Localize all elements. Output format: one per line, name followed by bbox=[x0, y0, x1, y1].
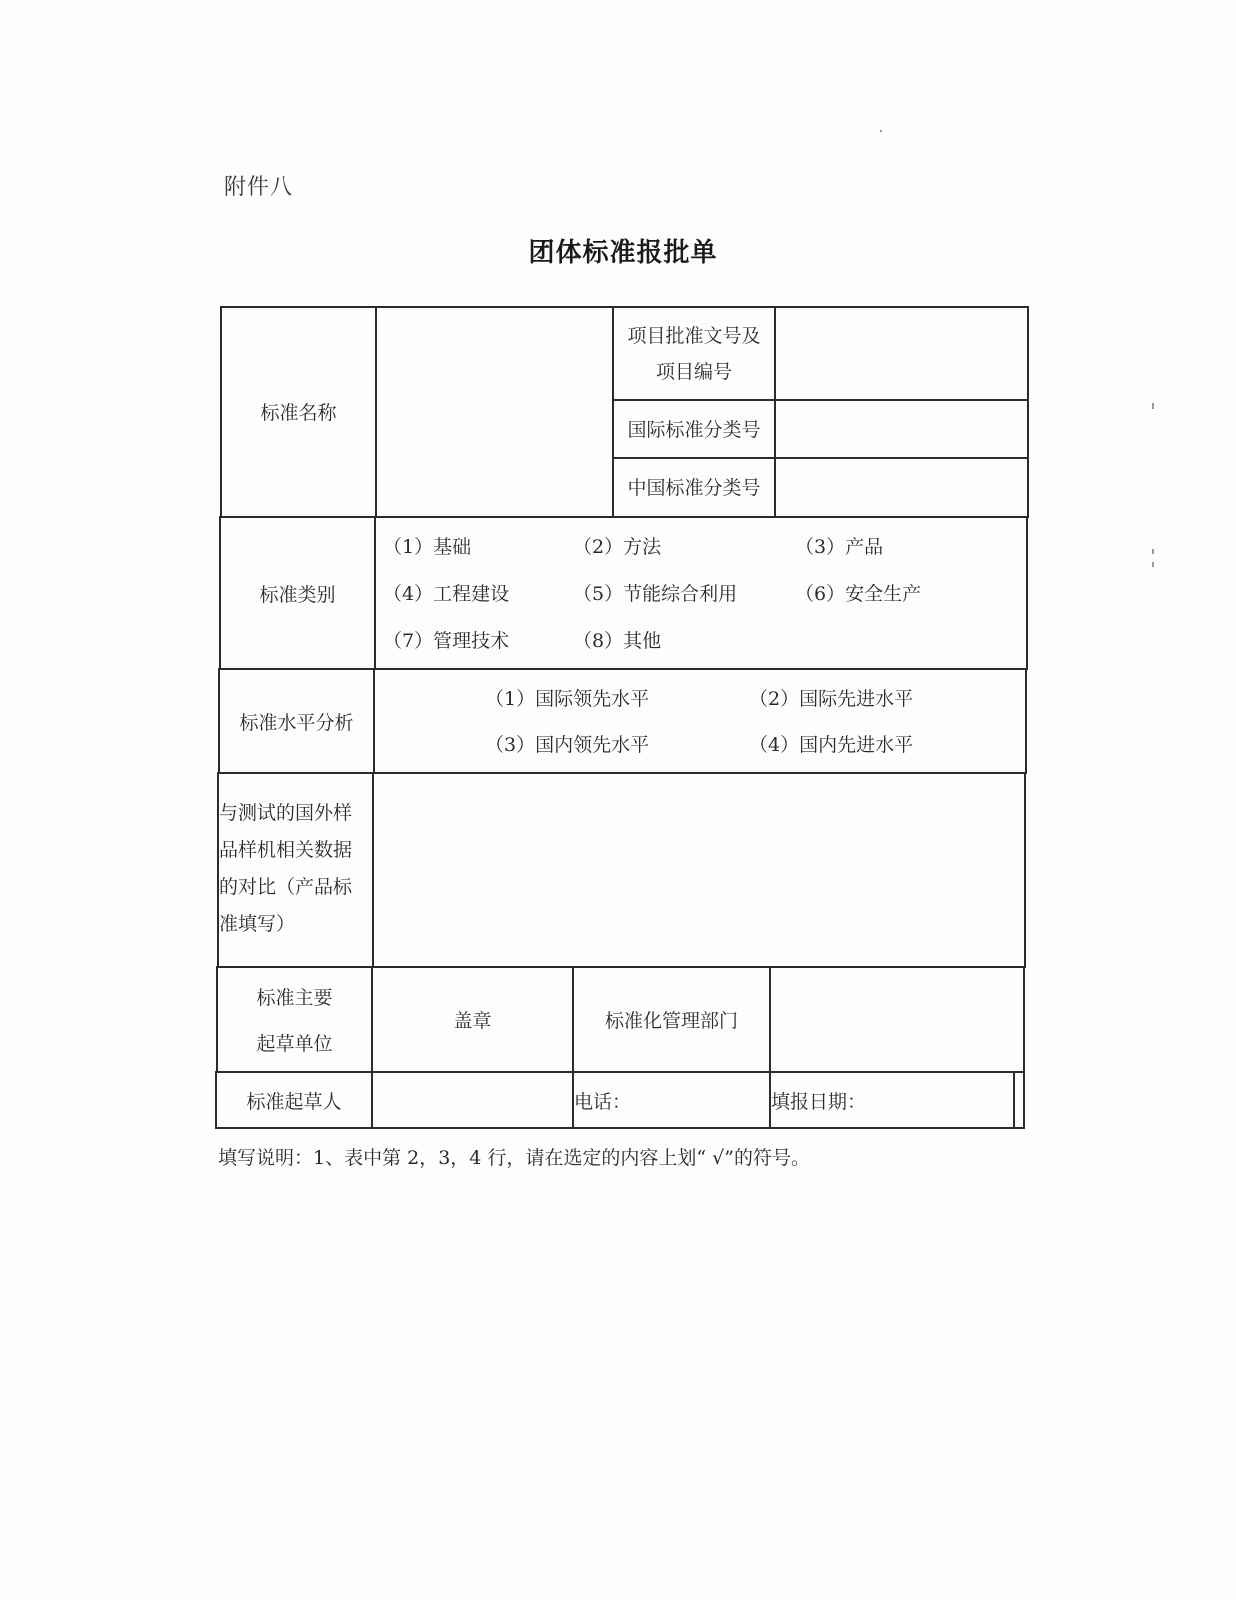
table-rule bbox=[373, 668, 375, 774]
table-rule bbox=[372, 772, 374, 968]
level-label: 标准水平分析 bbox=[239, 712, 354, 734]
table-border-right bbox=[1026, 516, 1028, 670]
comparison-label bbox=[219, 795, 372, 943]
comparison-label-line: 准填写） bbox=[219, 913, 296, 935]
ccs-label: 中国标准分类号 bbox=[627, 477, 761, 499]
table-border-top bbox=[221, 306, 1029, 308]
level-option[interactable]: （3）国内领先水平 bbox=[485, 734, 650, 756]
level-option[interactable]: （1）国际领先水平 bbox=[485, 688, 650, 710]
attachment-label: 附件八 bbox=[224, 175, 294, 200]
table-rule bbox=[218, 772, 1026, 774]
table-rule bbox=[371, 1071, 373, 1129]
category-option[interactable]: （3）产品 bbox=[795, 536, 884, 558]
category-option[interactable]: （8）其他 bbox=[573, 630, 662, 652]
ics-label: 国际标准分类号 bbox=[627, 419, 761, 441]
approval-doc-label-line1: 项目批准文号及 bbox=[627, 325, 761, 347]
table-rule bbox=[219, 668, 1027, 670]
category-option[interactable]: （4）工程建设 bbox=[383, 583, 510, 605]
drafting-unit-label-line2: 起草单位 bbox=[256, 1033, 333, 1055]
table-border-right bbox=[1025, 668, 1027, 774]
table-rule bbox=[216, 1071, 1024, 1073]
table-rule bbox=[217, 966, 1025, 968]
scan-speck bbox=[1152, 549, 1154, 554]
level-option[interactable]: （4）国内先进水平 bbox=[749, 734, 914, 756]
drafting-unit-label-line1: 标准主要 bbox=[256, 987, 333, 1009]
comparison-label-line: 的对比（产品标 bbox=[219, 876, 353, 898]
comparison-label-line: 品样机相关数据 bbox=[219, 839, 353, 861]
table-rule bbox=[612, 457, 1028, 459]
category-option[interactable]: （2）方法 bbox=[573, 536, 662, 558]
mgmt-dept-label: 标准化管理部门 bbox=[604, 1010, 738, 1032]
date-label: 填报日期： bbox=[771, 1091, 867, 1113]
scan-speck bbox=[1152, 403, 1154, 409]
drafter-label: 标准起草人 bbox=[246, 1091, 342, 1113]
scan-speck bbox=[1152, 562, 1154, 567]
table-rule bbox=[220, 516, 1028, 518]
comparison-label-line: 与测试的国外样 bbox=[219, 802, 353, 824]
form-title: 团体标准报批单 bbox=[528, 238, 718, 268]
table-border-right bbox=[1027, 306, 1029, 518]
table-border-bottom bbox=[215, 1127, 1023, 1129]
phone-label: 电话： bbox=[574, 1091, 632, 1113]
approval-doc-label-line2: 项目编号 bbox=[655, 361, 732, 383]
table-border-right bbox=[1023, 966, 1025, 1129]
table-rule bbox=[774, 306, 776, 518]
table-rule bbox=[374, 516, 376, 670]
standard-name-label: 标准名称 bbox=[260, 402, 337, 424]
scan-speck bbox=[880, 130, 882, 132]
category-label: 标准类别 bbox=[259, 584, 336, 606]
level-option[interactable]: （2）国际先进水平 bbox=[749, 688, 914, 710]
category-option[interactable]: （7）管理技术 bbox=[383, 630, 510, 652]
table-rule bbox=[612, 399, 1028, 401]
category-option[interactable]: （6）安全生产 bbox=[795, 583, 922, 605]
category-option[interactable]: （5）节能综合利用 bbox=[573, 583, 738, 605]
category-option[interactable]: （1）基础 bbox=[383, 536, 472, 558]
table-rule bbox=[1013, 1071, 1015, 1129]
seal-label: 盖章 bbox=[453, 1010, 492, 1032]
table-border-right bbox=[1024, 772, 1026, 968]
table-rule bbox=[375, 306, 377, 518]
filling-instructions: 填写说明：1、表中第 2，3，4 行，请在选定的内容上划“ √”的符号。 bbox=[218, 1147, 811, 1169]
